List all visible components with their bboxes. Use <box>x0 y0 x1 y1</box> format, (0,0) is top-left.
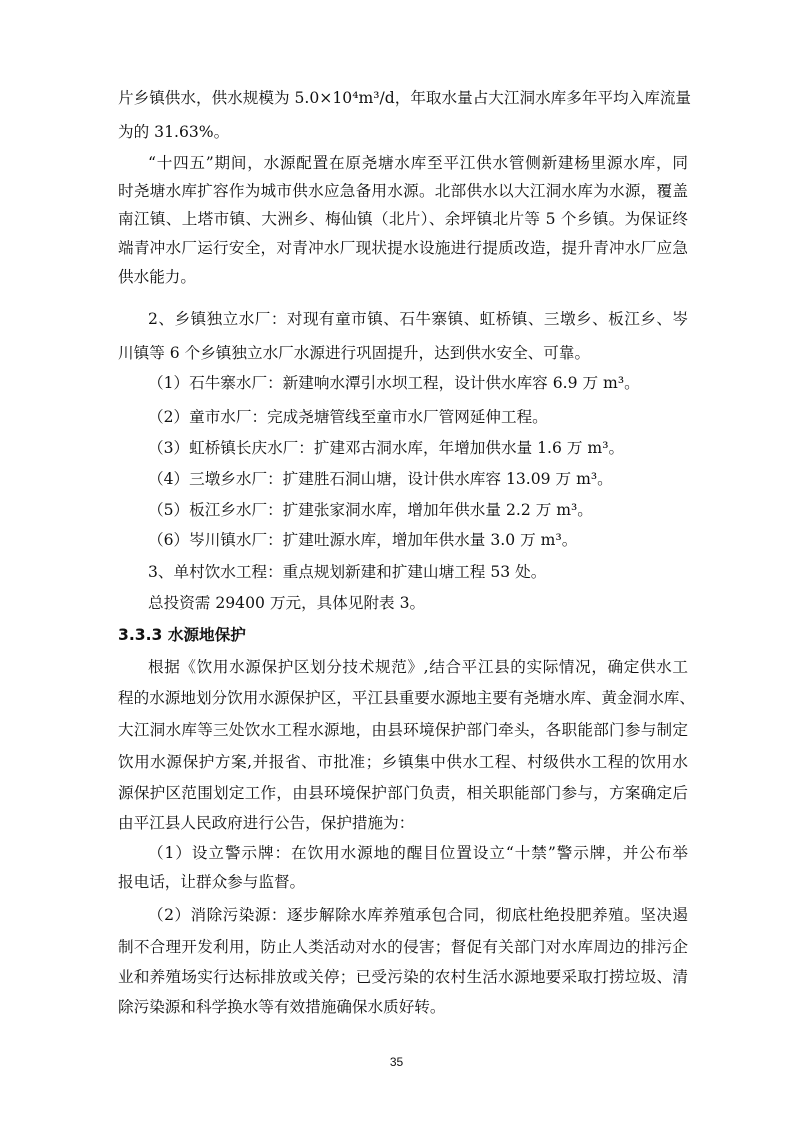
list-item: （5）板江乡水厂：扩建张家洞水库，增加年供水量 2.2 万 m³。 <box>148 501 593 519</box>
list-item: （4）三墩乡水厂：扩建胜石洞山塘，设计供水库容 13.09 万 m³。 <box>148 470 613 488</box>
text-line: 南江镇、上塔市镇、大洲乡、梅仙镇（北片）、余坪镇北片等 5 个乡镇。为保证终 <box>118 210 688 228</box>
text-line: 总投资需 29400 万元，具体见附表 3。 <box>148 594 426 612</box>
page-number: 35 <box>389 1055 404 1069</box>
text-line: 大江洞水库等三处饮水工程水源地，由县环境保护部门牵头，各职能部门参与制定 <box>118 721 688 739</box>
text-line: “十四五”期间，水源配置在原尧塘水库至平江供水管侧新建杨里源水库，同 <box>148 154 688 172</box>
text-line: 3、单村饮水工程：重点规划新建和扩建山塘工程 53 处。 <box>148 563 547 581</box>
text-line: 饮用水源保护方案,并报省、市批准；乡镇集中供水工程、村级供水工程的饮用水 <box>118 753 688 771</box>
text-line: 供水能力。 <box>118 268 196 286</box>
text-line: 为的 31.63%。 <box>118 123 230 141</box>
text-line: 源保护区范围划定工作，由县环境保护部门负责，相关职能部门参与，方案确定后 <box>118 784 688 802</box>
text-line: （1）设立警示牌：在饮用水源地的醒目位置设立“十禁”警示牌，并公布举 <box>148 844 688 862</box>
text-line: 制不合理开发利用，防止人类活动对水的侵害；督促有关部门对水库周边的排污企 <box>118 938 688 956</box>
text-line: 时尧塘水库扩容作为城市供水应急备用水源。北部供水以大江洞水库为水源，覆盖 <box>118 182 688 200</box>
list-item: （3）虹桥镇长庆水厂：扩建邓古洞水库，年增加供水量 1.6 万 m³。 <box>148 439 625 457</box>
text-line: 川镇等 6 个乡镇独立水厂水源进行巩固提升，达到供水安全、可靠。 <box>118 344 591 362</box>
text-line: 片乡镇供水，供水规模为 5.0×10⁴m³/d，年取水量占大江洞水库多年平均入库流量 <box>118 89 692 107</box>
text-line: （2）消除污染源：逐步解除水库养殖承包合同，彻底杜绝投肥养殖。坚决遏 <box>148 906 688 924</box>
text-line: 由平江县人民政府进行公告，保护措施为： <box>118 814 415 832</box>
text-line: 报电话，让群众参与监督。 <box>118 873 306 891</box>
list-item: （2）童市水厂：完成尧塘管线至童市水厂管网延伸工程。 <box>148 408 548 426</box>
text-line: 除污染源和科学换水等有效措施确保水质好转。 <box>118 998 446 1016</box>
text-line: 业和养殖场实行达标排放或关停；已受污染的农村生活水源地要采取打捞垃圾、清 <box>118 968 688 986</box>
text-line: 程的水源地划分饮用水源保护区，平江县重要水源地主要有尧塘水库、黄金洞水库、 <box>118 689 695 707</box>
list-item: （6）岑川镇水厂：扩建吐源水库，增加年供水量 3.0 万 m³。 <box>148 531 578 549</box>
text-line: 根据《饮用水源保护区划分技术规范》,结合平江县的实际情况，确定供水工 <box>148 658 688 676</box>
text-line: 2、乡镇独立水厂：对现有童市镇、石牛寨镇、虹桥镇、三墩乡、板江乡、岑 <box>148 310 688 328</box>
list-item: （1）石牛寨水厂：新建响水潭引水坝工程，设计供水库容 6.9 万 m³。 <box>148 374 640 392</box>
text-line: 端青冲水厂运行安全，对青冲水厂现状提水设施进行提质改造，提升青冲水厂应急 <box>118 239 688 257</box>
section-heading: 3.3.3 水源地保护 <box>118 626 246 644</box>
